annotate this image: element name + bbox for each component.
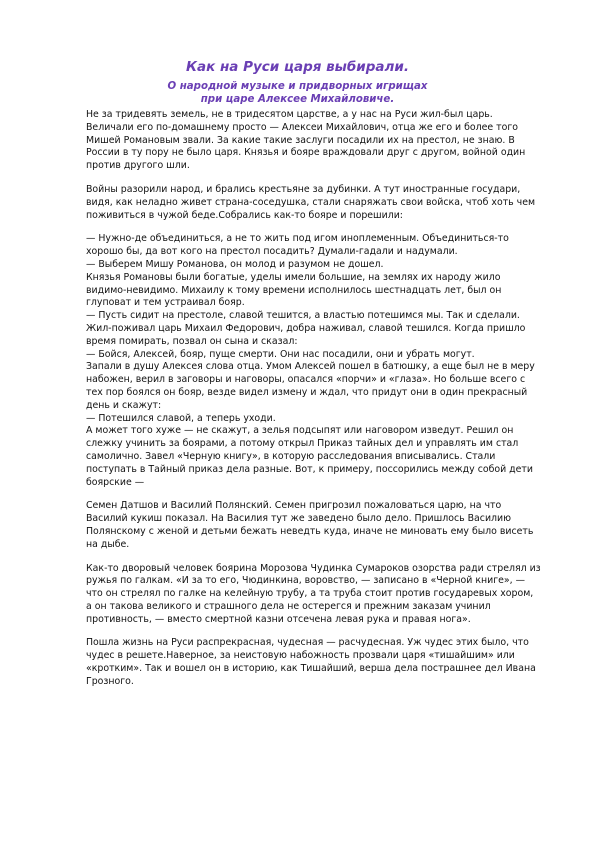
paragraph: Как-то дворовый человек боярина Морозова Чудинка Сумароков озорства ради стрелял из ружья по галкам. «И за то его, Чюдинкина, воровство, — записано в «Черной книге», — что он стрелял по галке на келейную трубу, а та труба стоит против государевых хором, а он такова великого и страшного дела не остерегся и прежним заказам учинил противность, — вместо смертной казни отсечена левая рука и правая нога». [86, 562, 541, 625]
paragraph: — Потешился славой, а теперь уходи. [86, 412, 276, 424]
paragraph: Войны разорили народ, и брались крестьяне за дубинки. А тут иностранные государи, видя, как неладно живет страна-соседушка, стали снаряжать свои войска, чтоб хоть чем поживиться в чужой беде.Собрались как-то бояре и порешили: [86, 183, 536, 221]
paragraph: Запали в душу Алексея слова отца. Умом Алексей пошел в батюшку, а еще был не в меру набожен, верил в заговоры и наговоры, опасался «порчи» и «глаза». Но больше всего с тех пор боялся он бояр, везде видел измену и ждал, что придут они в один прекрасный день и скажут: [86, 361, 535, 411]
paragraph: Жил-поживал царь Михаил Федорович, добра наживал, славой тешился. Когда пришло время помирать, позвал он сына и сказал: [86, 322, 526, 347]
paragraph: — Бойся, Алексей, бояр, пуще смерти. Они нас посадили, они и убрать могут. [86, 348, 475, 360]
paragraph: А может того хуже — не скажут, а зелья подсыпят или наговором изведут. Решил он слежку учинить за боярами, а потому открыл Приказ тайных дел и управлять им стал самолично. Завел «Черную книгу», в которую расследования вписывались. Стали поступать в Тайный приказ дела разные. Вот, к примеру, поссорились между собой дети боярские — [86, 425, 533, 488]
subtitle-line: О народной музыке и придворных игрищах [167, 81, 428, 92]
document-body [86, 109, 541, 689]
paragraph: Не за тридевять земель, не в тридесятом царстве, а у нас на Руси жил-был царь. Величали его по-домашнему просто — Алексеи Михайлович, отца же его и более того Мишей Романовым звали. За какие такие заслуги посадили их на престол, не знаю. В России в ту пору не было царя. Князья и бояре враждовали друг с другом, войной один против другого шли. [86, 109, 526, 172]
subtitle-line: при царе Алексее Михайловиче. [200, 93, 395, 105]
paragraph: — Пусть сидит на престоле, славой тешится, а властью потешимся мы. Так и сделали. [86, 310, 520, 322]
document-subtitle [0, 81, 595, 106]
paragraph: — Нужно-де объединиться, а не то жить под игом иноплеменным. Объединиться-то хорошо бы, да вот кого на престол посадить? Думали-гадали и надумали. [86, 233, 509, 258]
paragraph: Семен Датшов и Василий Полянский. Семен пригрозил пожаловаться царю, на что Василий кукиш показал. На Василия тут же заведено было дело. Пришлось Василию Полянскому с женой и детьми бежать неведть куда, иначе не миновать ему было висеть на дыбе. [86, 500, 534, 550]
paragraph: — Выберем Мишу Романова, он молод и разумом не дошел. [86, 258, 384, 270]
document-title: Как на Руси царя выбирали. [185, 59, 410, 75]
paragraph: Пошла жизнь на Руси распрекрасная, чудесная — расчудесная. Уж чудес этих было, что чудес в решете.Наверное, за неистовую набожность прозвали царя «тишайшим» или «кротким». Так и вошел он в историю, как Тишайший, верша дела пострашнее дел Ивана Грозного. [86, 637, 536, 687]
paragraph: Князья Романовы были богатые, уделы имели большие, на землях их народу жило видимо-невидимо. Михаилу к тому времени исполнилось шестнадцать лет, был он глуповат и тем устраивал бояр. [86, 271, 502, 309]
